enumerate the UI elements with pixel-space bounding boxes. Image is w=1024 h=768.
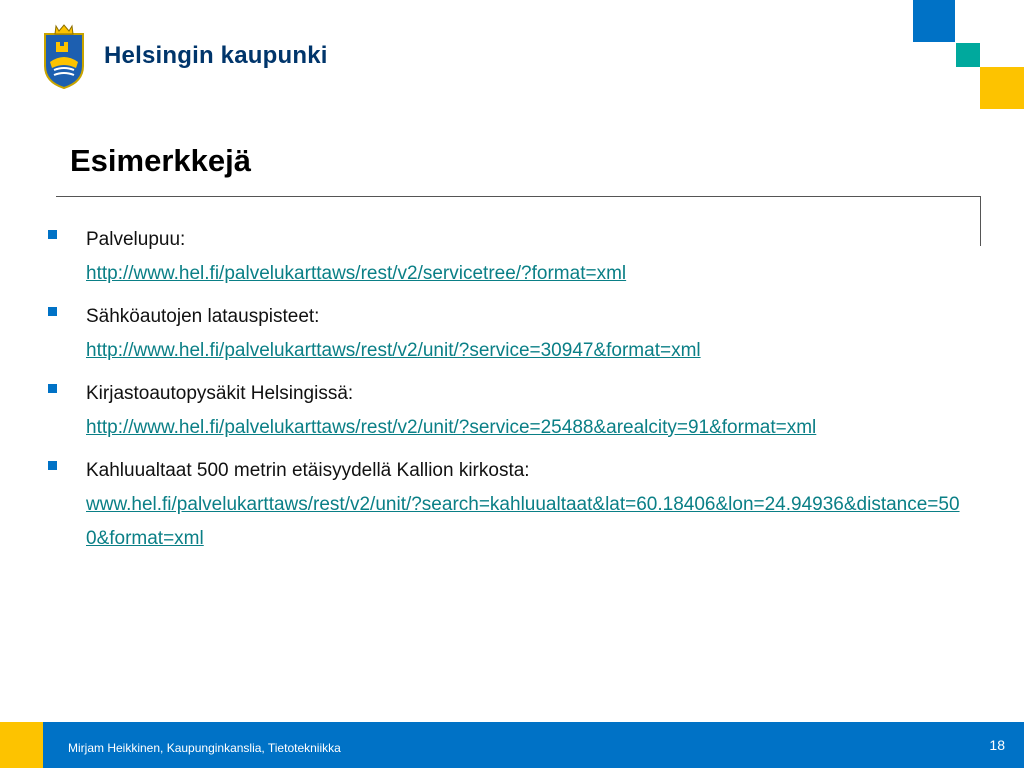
footer-author: Mirjam Heikkinen, Kaupunginkanslia, Tietotekniikka [68, 741, 341, 755]
list-item [48, 300, 968, 368]
bullet-square-icon [48, 461, 57, 470]
list-item-label: Kirjastoautopysäkit Helsingissä: [86, 383, 354, 404]
list-item [48, 377, 968, 445]
decor-square-blue [913, 0, 955, 42]
list-item-link[interactable]: http://www.hel.fi/palvelukarttaws/rest/v2/unit/?service=25488&arealcity=91&format=xml [86, 417, 817, 438]
footer-bar [0, 722, 1024, 768]
list-item-link[interactable]: http://www.hel.fi/palvelukarttaws/rest/v2/unit/?service=30947&format=xml [86, 340, 701, 361]
list-item-link[interactable]: http://www.hel.fi/palvelukarttaws/rest/v2/servicetree/?format=xml [86, 263, 627, 284]
brand-name: Helsingin kaupunki [104, 42, 328, 69]
city-logo [42, 22, 328, 90]
decor-square-teal [956, 43, 980, 67]
helsinki-crest-icon [42, 22, 86, 90]
bullet-square-icon [48, 384, 57, 393]
list-item [48, 223, 968, 291]
list-item-label: Palvelupuu: [86, 229, 186, 250]
slide-title: Esimerkkejä [70, 143, 251, 178]
list-item-link[interactable]: www.hel.fi/palvelukarttaws/rest/v2/unit/?search=kahluualtaat&lat=60.18406&lon=24.94936&distance=500&format=xml [86, 494, 960, 549]
title-divider-corner [980, 196, 981, 246]
title-divider [56, 196, 981, 197]
example-list [48, 223, 968, 565]
footer-accent [0, 722, 43, 768]
decor-square-yellow [980, 67, 1024, 109]
bullet-square-icon [48, 307, 57, 316]
bullet-square-icon [48, 230, 57, 239]
list-item-label: Kahluualtaat 500 metrin etäisyydellä Kallion kirkosta: [86, 460, 530, 481]
page-number: 18 [989, 737, 1005, 753]
list-item-label: Sähköautojen latauspisteet: [86, 306, 320, 327]
list-item [48, 454, 968, 556]
